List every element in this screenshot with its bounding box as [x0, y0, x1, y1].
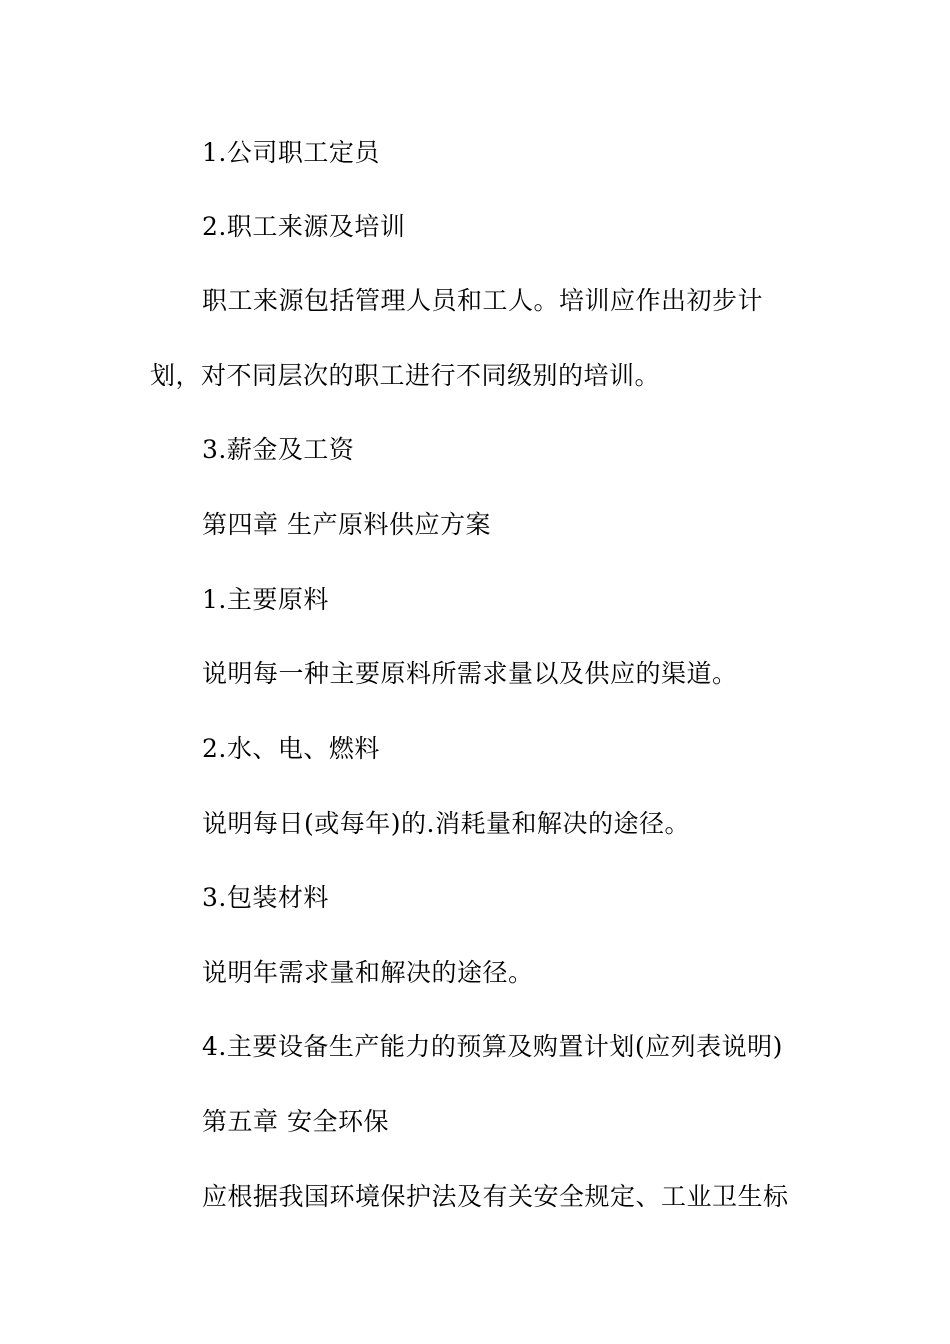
paragraph-line: 说明每一种主要原料所需求量以及供应的渠道。 — [202, 659, 738, 688]
paragraph-line: 应根据我国环境保护法及有关安全规定、工业卫生标 — [202, 1182, 789, 1211]
section-heading-packaging: 3.包装材料 — [202, 883, 329, 912]
section-heading-salary: 3.薪金及工资 — [202, 435, 355, 464]
section-heading-raw-materials: 1.主要原料 — [202, 585, 329, 614]
section-heading-utilities: 2.水、电、燃料 — [202, 734, 380, 763]
section-heading-equipment: 4.主要设备生产能力的预算及购置计划(应列表说明) — [202, 1032, 783, 1061]
paragraph-line: 划，对不同层次的职工进行不同级别的培训。 — [150, 361, 661, 390]
paragraph-line: 职工来源包括管理人员和工人。培训应作出初步计 — [202, 286, 764, 315]
paragraph-line: 说明每日(或每年)的.消耗量和解决的途径。 — [202, 809, 690, 838]
section-heading-staff-source: 2.职工来源及培训 — [202, 212, 406, 241]
chapter-heading-4: 第四章 生产原料供应方案 — [202, 510, 491, 539]
section-heading-staffing: 1.公司职工定员 — [202, 138, 380, 167]
paragraph-line: 说明年需求量和解决的途径。 — [202, 958, 534, 987]
chapter-heading-5: 第五章 安全环保 — [202, 1107, 389, 1136]
